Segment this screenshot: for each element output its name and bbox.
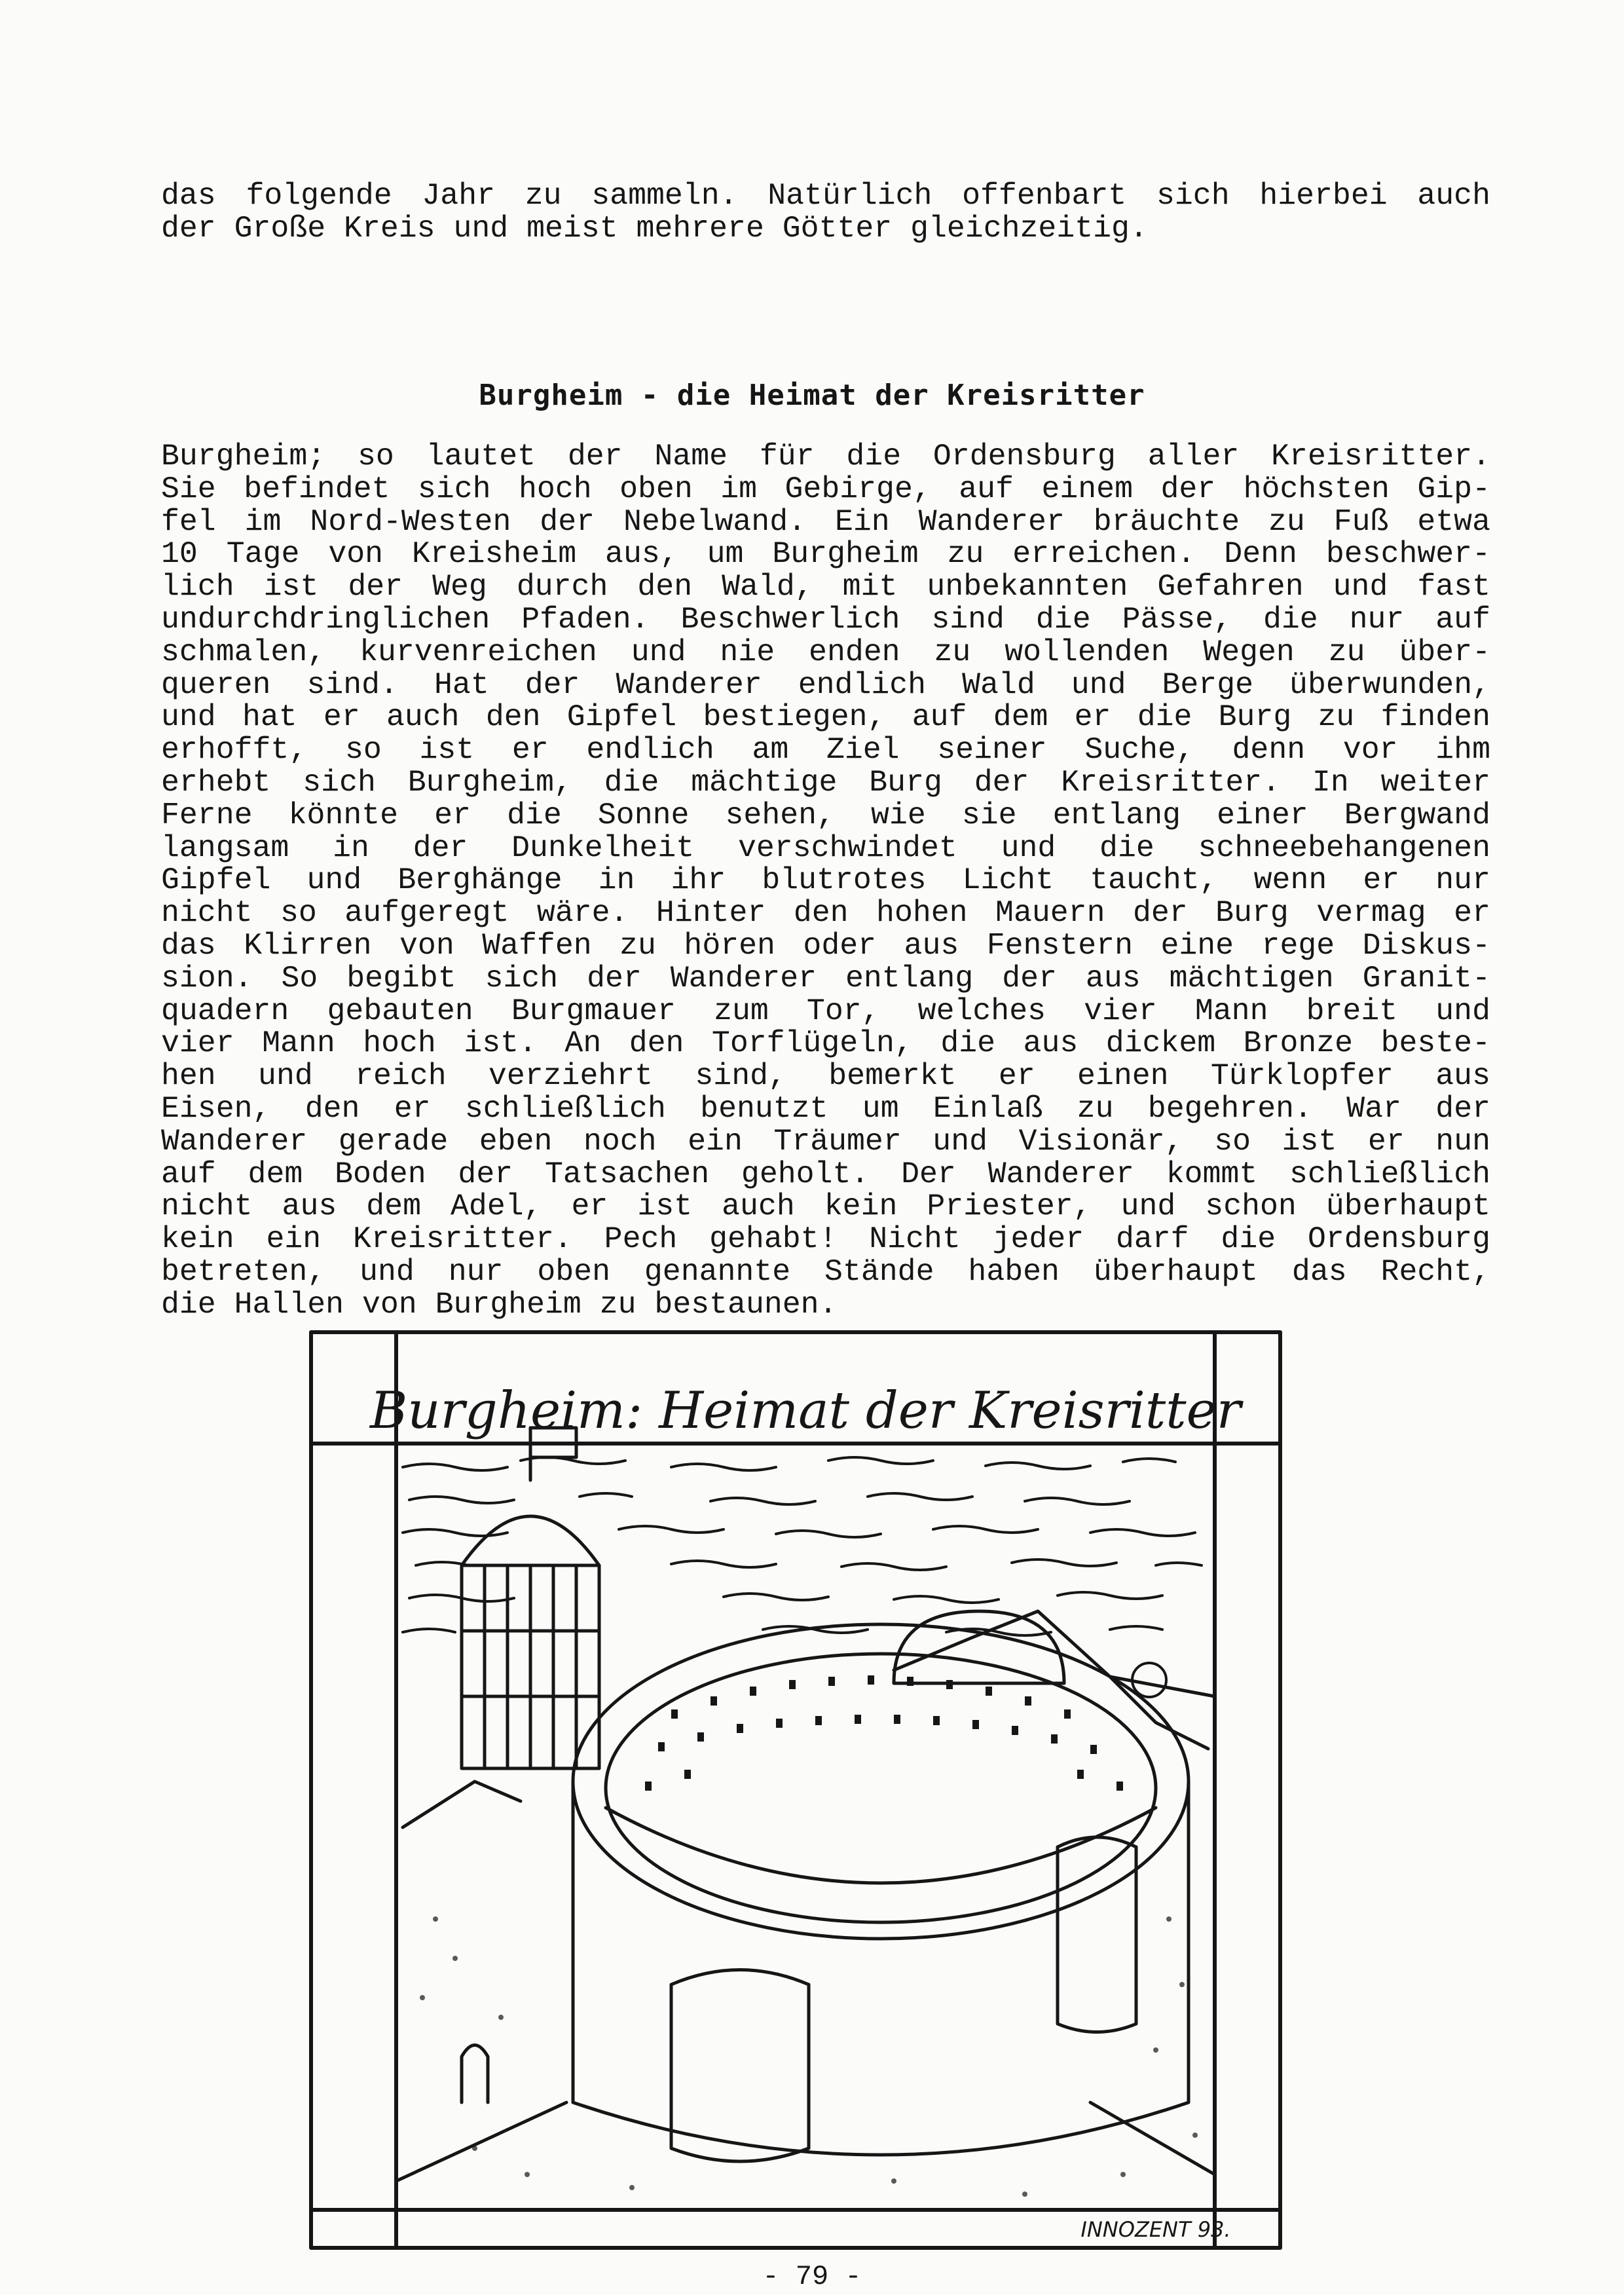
text-line: die Hallen von Burgheim zu bestaunen. [161,1286,838,1322]
text-line: erhofft, so ist er endlich am Ziel seiner Suche, denn vor ihm [161,732,1490,768]
text-line: langsam in der Dunkelheit verschwindet und die schneebehangenen [161,830,1490,865]
body-paragraph [161,440,1490,1321]
sky-hatching [403,1457,1202,1635]
text-line: der Große Kreis und meist mehrere Götter gleichzeitig. [161,210,1148,246]
intro-paragraph [161,179,1490,245]
text-line: Eisen, den er schließlich benutzt um Einlaß zu begehren. War der [161,1091,1490,1126]
text-line: Gipfel und Berghänge in ihr blutrotes Licht taucht, wenn er nur [161,863,1490,898]
page-number: - 79 - [762,2261,862,2292]
frame-border [311,1332,1280,2248]
text-line: Burgheim; so lautet der Name für die Ordensburg aller Kreisritter. [161,439,1490,474]
castle-wall [573,1624,1189,2155]
text-line: fel im Nord-Westen der Nebelwand. Ein Wanderer bräuchte zu Fuß etwa [161,504,1490,539]
text-line: vier Mann hoch ist. An den Torflügeln, die aus dickem Bronze beste- [161,1026,1490,1061]
illustration-title: Burgheim: Heimat der Kreisritter [369,1381,1242,1440]
text-line: und hat er auch den Gipfel bestiegen, auf dem er die Burg zu finden [161,700,1490,735]
front-bastion [671,1970,809,2162]
text-line: quadern gebauten Burgmauer zum Tor, welches vier Mann breit und [161,993,1490,1028]
text-line: das Klirren von Waffen zu hören oder aus Fenstern eine rege Diskus- [161,927,1490,963]
text-line: Ferne könnte er die Sonne sehen, wie sie entlang einer Bergwand [161,797,1490,832]
sun-icon [1132,1663,1166,1697]
text-line: hen und reich verziehrt sind, bemerkt er einen Türklopfer aus [161,1058,1490,1094]
text-line: Wanderer gerade eben noch ein Träumer und Visionär, so ist er nun [161,1123,1490,1159]
text-line: erhebt sich Burgheim, die mächtige Burg der Kreisritter. In weiter [161,764,1490,800]
castle-gate [462,2045,488,2103]
text-line: nicht so aufgeregt wäre. Hinter den hohen Mauern der Burg vermag er [161,895,1490,931]
text-line: lich ist der Weg durch den Wald, mit unbekannten Gefahren und fast [161,569,1490,605]
wall-windows [645,1675,1123,1791]
text-line: das folgende Jahr zu sammeln. Natürlich offenbart sich hierbei auch [161,178,1490,213]
artist-signature: INNOZENT 93. [1080,2217,1231,2242]
text-line: auf dem Boden der Tatsachen geholt. Der Wanderer kommt schließlich [161,1156,1490,1191]
section-heading: Burgheim - die Heimat der Kreisritter [479,379,1145,412]
text-line: undurchdringlichen Pfaden. Beschwerlich sind die Pässe, die nur auf [161,601,1490,637]
text-line: sion. So begibt sich der Wanderer entlang der aus mächtigen Granit- [161,960,1490,996]
watch-tower [462,1428,599,1768]
text-line: 10 Tage von Kreisheim aus, um Burgheim zu erreichen. Denn beschwer- [161,536,1490,572]
castle-illustration [304,1330,1287,2252]
text-line: betreten, und nur oben genannte Stände haben überhaupt das Recht, [161,1254,1490,1289]
text-line: nicht aus dem Adel, er ist auch kein Priester, und schon überhaupt [161,1189,1490,1224]
text-line: queren sind. Hat der Wanderer endlich Wald und Berge überwunden, [161,667,1490,702]
text-line: kein ein Kreisritter. Pech gehabt! Nicht jeder darf die Ordensburg [161,1222,1490,1257]
text-line: Sie befindet sich hoch oben im Gebirge, auf einem der höchsten Gip- [161,471,1490,506]
text-line: schmalen, kurvenreichen und nie enden zu wollenden Wegen zu über- [161,634,1490,669]
right-bastion [1058,1837,1136,2032]
